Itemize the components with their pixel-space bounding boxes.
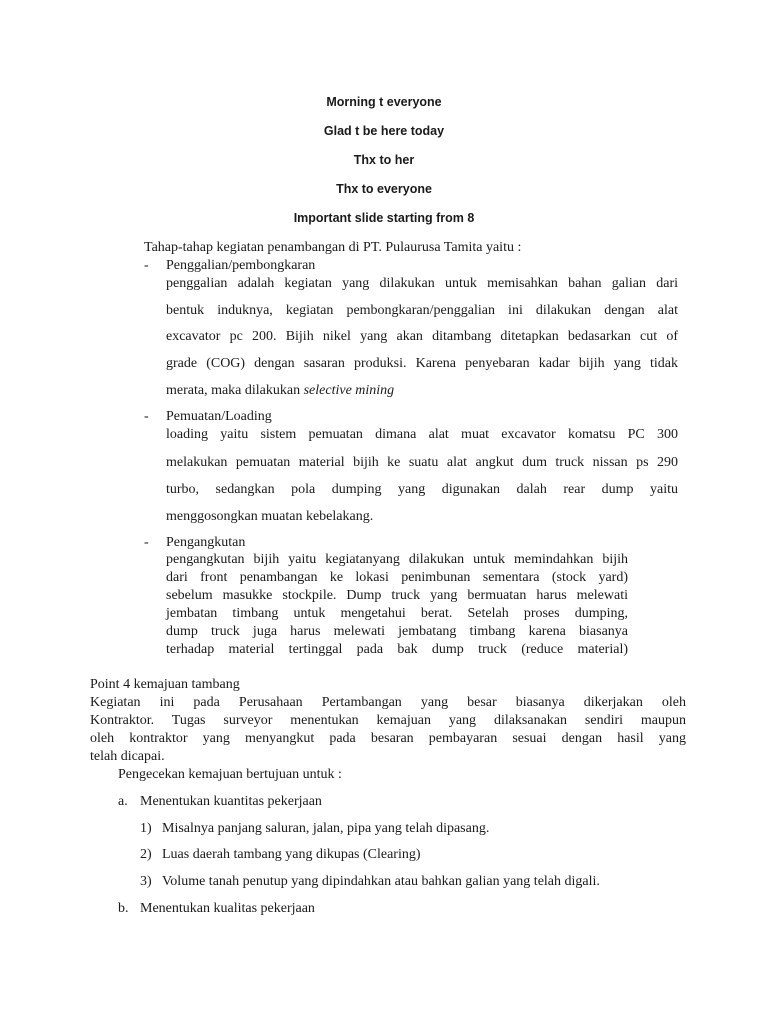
stage-text-line: bentuk induknya, kegiatan pembongkaran/penggalian ini dilakukan dengan alat: [166, 303, 678, 318]
stage-text-line: grade (COG) dengan sasaran produksi. Karena penyebaran kadar bijih yang tidak: [166, 356, 678, 371]
sublist-marker: 3): [140, 874, 152, 889]
bullet-dash: -: [144, 535, 149, 550]
sublist-item: Misalnya panjang saluran, jalan, pipa yang telah dipasang.: [162, 821, 490, 836]
stage-text-last-line: [166, 383, 394, 399]
stage-text-line: sebelum masukke stockpile. Dump truck yang bermuatan harus melewati: [166, 588, 628, 603]
stage-text-line: dari front penambangan ke lokasi penimbunan sementara (stock yard): [166, 570, 628, 585]
heading-5: Important slide starting from 8: [293, 211, 475, 225]
bullet-dash: -: [144, 409, 149, 424]
heading-4: Thx to everyone: [336, 182, 432, 196]
stage-text-line: melakukan pemuatan material bijih ke suatu alat angkut dum truck nissan ps 290: [166, 455, 678, 470]
stage-text-line: excavator pc 200. Bijih nikel yang akan ditambang ditetapkan bedasarkan cut of: [166, 329, 678, 344]
list-item: Menentukan kuantitas pekerjaan: [140, 794, 322, 809]
stage-title: Penggalian/pembongkaran: [166, 258, 316, 273]
heading-1: Morning t everyone: [326, 95, 442, 109]
stage-text-line: penggalian adalah kegiatan yang dilakukan untuk memisahkan bahan galian dari: [166, 276, 678, 291]
bullet-dash: -: [144, 258, 149, 273]
paragraph-line: telah dicapai.: [90, 749, 165, 764]
stage-text-line: jembatan timbang untuk mengetahui berat. Setelah proses dumping,: [166, 606, 628, 621]
list-marker: a.: [118, 794, 128, 809]
stage-text-prefix: merata, maka dilakukan: [166, 383, 304, 398]
paragraph-line: Kontraktor. Tugas surveyor menentukan kemajuan yang dilaksanakan sendiri maupun: [90, 713, 686, 728]
stage-text-line: terhadap material tertinggal pada bak dump truck (reduce material): [166, 642, 628, 657]
stage-text-line: dump truck juga harus melewati jembatang timbang karena biasanya: [166, 624, 628, 639]
stage-text-line: turbo, sedangkan pola dumping yang digunakan dalah rear dump yaitu: [166, 482, 678, 497]
sublist-item: Luas daerah tambang yang dikupas (Clearing): [162, 847, 421, 862]
stage-title: Pengangkutan: [166, 535, 246, 550]
stage-text-line: menggosongkan muatan kebelakang.: [166, 509, 374, 524]
emphasis-text: selective mining: [303, 383, 395, 398]
sublist-marker: 2): [140, 847, 152, 862]
check-intro: Pengecekan kemajuan bertujuan untuk :: [118, 767, 342, 782]
sublist-marker: 1): [140, 821, 152, 836]
paragraph-line: Kegiatan ini pada Perusahaan Pertambangan yang besar biasanya dikerjakan oleh: [90, 695, 686, 710]
stage-title: Pemuatan/Loading: [166, 409, 272, 424]
heading-3: Thx to her: [353, 153, 415, 167]
list-marker: b.: [118, 901, 129, 916]
section-title: Point 4 kemajuan tambang: [90, 677, 240, 692]
paragraph-line: oleh kontraktor yang menyangkut pada besaran pembayaran sesuai dengan hasil yang: [90, 731, 686, 746]
stage-text-line: pengangkutan bijih yaitu kegiatanyang dilakukan untuk memindahkan bijih: [166, 552, 628, 567]
list-item: Menentukan kualitas pekerjaan: [140, 901, 315, 916]
stage-text-line: loading yaitu sistem pemuatan dimana alat muat excavator komatsu PC 300: [166, 427, 678, 442]
sublist-item: Volume tanah penutup yang dipindahkan atau bahkan galian yang telah digali.: [162, 874, 600, 889]
intro-paragraph: Tahap-tahap kegiatan penambangan di PT. Pulaurusa Tamita yaitu :: [144, 240, 522, 255]
heading-2: Glad t be here today: [323, 124, 445, 138]
